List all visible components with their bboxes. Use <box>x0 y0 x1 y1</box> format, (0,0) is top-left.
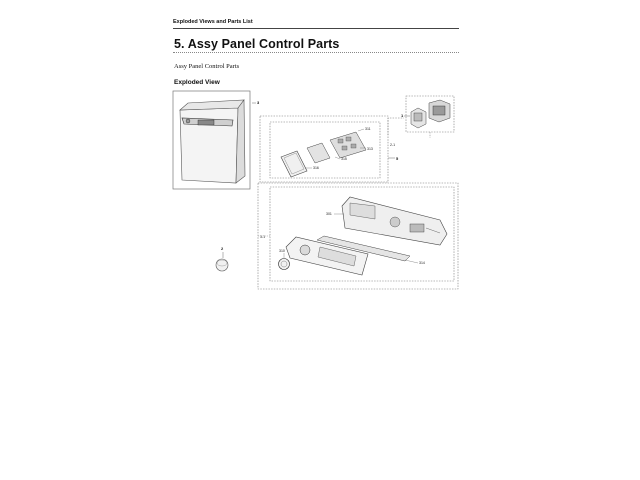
callout-unit: 3 <box>257 100 260 105</box>
pcb-assembly-illustration <box>406 96 454 132</box>
callout-301: 301 <box>326 212 332 216</box>
section-title: 5. Assy Panel Control Parts <box>174 37 340 51</box>
callout-3-1: 3-1 <box>260 235 266 239</box>
page-header-label: Exploded Views and Parts List <box>173 19 253 25</box>
washer-unit-illustration <box>173 91 250 189</box>
callout-sub-assy: 5 <box>396 156 399 161</box>
callout-314: 314 <box>419 261 425 265</box>
callout-313: 313 <box>367 147 373 151</box>
callout-pcb: 1 <box>401 113 404 118</box>
callout-311: 311 <box>365 127 371 131</box>
subtitle: Assy Panel Control Parts <box>174 63 240 70</box>
callout-315: 315 <box>341 157 347 161</box>
callout-316: 316 <box>313 166 319 170</box>
callout-310: 310 <box>279 249 285 253</box>
callout-2-1: 2-1 <box>390 143 396 147</box>
panel-assembly-illustration <box>258 183 458 289</box>
knob-illustration <box>216 252 228 271</box>
callout-knob: 2 <box>221 246 224 251</box>
exploded-view-heading: Exploded View <box>174 79 220 86</box>
